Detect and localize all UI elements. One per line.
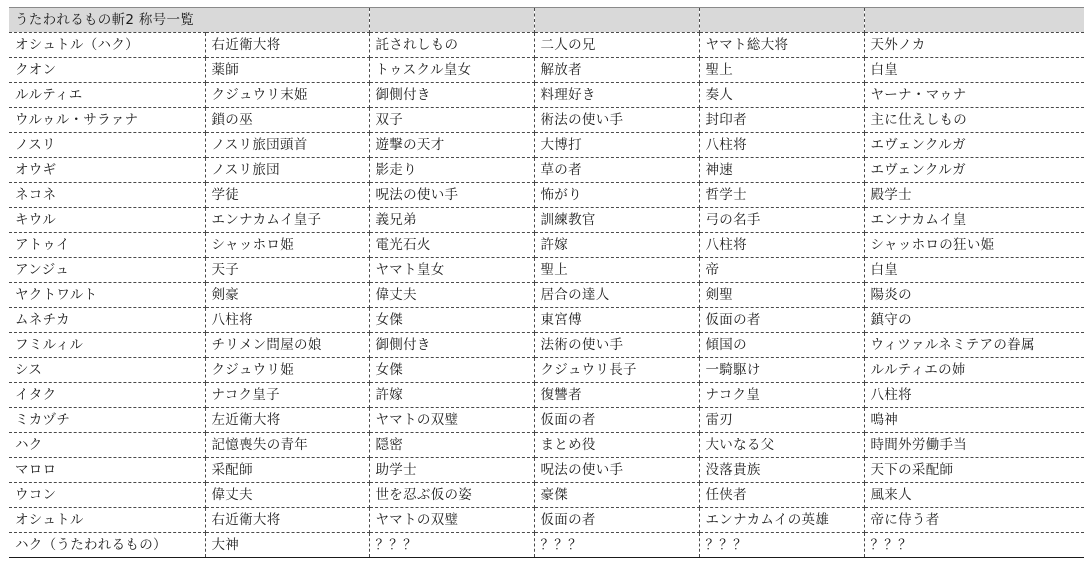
cell-text: 訓練教官 (540, 212, 596, 228)
cell-text: 八柱将 (705, 237, 747, 253)
cell-text: エンナカムイ皇 (870, 212, 967, 228)
title-5-cell[interactable] (864, 483, 1084, 508)
table-row (9, 458, 1084, 483)
cell-text: オシュトル（ハク） (15, 37, 139, 53)
title-4-cell[interactable] (699, 33, 864, 58)
character-cell[interactable] (9, 383, 205, 408)
cell-text: ナコク皇子 (211, 387, 280, 403)
character-cell[interactable] (9, 183, 205, 208)
cell-text: ヤマト総大将 (705, 37, 789, 53)
title-5-cell[interactable] (864, 308, 1084, 333)
title-3-cell[interactable] (534, 33, 699, 58)
title-5-cell[interactable] (864, 433, 1084, 458)
title-2-cell[interactable] (369, 108, 534, 133)
cell-text: 助学士 (375, 462, 417, 478)
title-3-cell[interactable] (534, 483, 699, 508)
cell-text: 託されしもの (375, 37, 459, 53)
cell-text: ルルティエ (15, 87, 83, 103)
title-1-cell[interactable] (205, 108, 369, 133)
cell-text: 一騎駆け (705, 362, 761, 378)
title-5-cell[interactable] (864, 533, 1084, 558)
title-1-cell[interactable] (205, 283, 369, 308)
title-4-cell[interactable] (699, 58, 864, 83)
cell-text: ヤマト皇女 (375, 262, 445, 278)
cell-text: まとめ役 (540, 437, 596, 453)
title-2-cell[interactable] (369, 533, 534, 558)
title-1-cell[interactable] (205, 383, 369, 408)
cell-text: 聖上 (540, 262, 569, 278)
cell-text: 仮面の者 (540, 412, 596, 428)
table-row (9, 258, 1084, 283)
cell-text: 奏人 (705, 87, 734, 103)
cell-text: 電光石火 (375, 237, 431, 253)
title-2-cell[interactable] (369, 208, 534, 233)
character-cell[interactable] (9, 408, 205, 433)
cell-text: ネコネ (15, 187, 57, 203)
cell-text: 聖上 (705, 62, 734, 78)
cell-text: ヤマトの双璧 (375, 412, 459, 428)
title-3-cell[interactable] (534, 258, 699, 283)
title-4-cell[interactable] (699, 183, 864, 208)
title-4-cell[interactable] (699, 83, 864, 108)
character-cell[interactable] (9, 158, 205, 183)
character-cell[interactable] (9, 308, 205, 333)
title-5-cell[interactable] (864, 83, 1084, 108)
cell-text: トゥスクル皇女 (375, 62, 472, 78)
cell-text: ノスリ旅団 (211, 162, 280, 178)
title-2-cell[interactable] (369, 333, 534, 358)
cell-text: 二人の兄 (540, 37, 596, 53)
title-cell[interactable] (9, 8, 205, 33)
cell-text: 白皇 (870, 62, 899, 78)
title-4-cell[interactable] (699, 308, 864, 333)
cell-text: 偉丈夫 (375, 287, 417, 303)
cell-text: 采配師 (211, 462, 253, 478)
cell-text: ヤクトワルト (15, 287, 98, 303)
title-4-cell[interactable] (699, 433, 864, 458)
title-1-cell[interactable] (205, 333, 369, 358)
title-5-cell[interactable] (864, 108, 1084, 133)
cell-text: 雷刃 (705, 412, 734, 428)
cell-text: 白皇 (870, 262, 899, 278)
cell-text: クジュウリ姫 (211, 362, 295, 378)
title-2-cell[interactable] (369, 508, 534, 533)
cell-text: 術法の使い手 (540, 112, 624, 128)
table-row (9, 533, 1084, 558)
title-5-cell[interactable] (864, 333, 1084, 358)
title-4-cell[interactable] (699, 258, 864, 283)
title-4-cell[interactable] (699, 458, 864, 483)
title-4-cell[interactable] (699, 283, 864, 308)
cell-text: 剣豪 (211, 287, 240, 303)
cell-text: ミカヅチ (15, 412, 71, 428)
table-row (9, 158, 1084, 183)
cell-text: 主に仕えしもの (870, 112, 968, 128)
cell-text: 帝に侍う者 (870, 512, 940, 528)
title-1-cell[interactable] (205, 533, 369, 558)
cell-text: ハク（うたわれるもの） (15, 537, 167, 553)
cell-text: 女傑 (375, 312, 404, 328)
title-4-cell[interactable] (699, 158, 864, 183)
cell-text: 帝 (705, 262, 720, 278)
cell-text: 大いなる父 (705, 437, 775, 453)
title-1-cell[interactable] (205, 208, 369, 233)
title-3-cell[interactable] (534, 358, 699, 383)
table-row (9, 108, 1084, 133)
cell-text: ウルゥル・サラァナ (15, 112, 139, 128)
title-1-cell[interactable] (205, 183, 369, 208)
cell-text: クジュウリ末姫 (211, 87, 308, 103)
title-3-cell[interactable] (534, 458, 699, 483)
cell-text: 封印者 (705, 112, 747, 128)
character-cell[interactable] (9, 33, 205, 58)
cell-text: 世を忍ぶ仮の姿 (375, 487, 473, 503)
title-3-cell[interactable] (534, 383, 699, 408)
character-cell[interactable] (9, 233, 205, 258)
sheet-title: うたわれるもの斬2 称号一覧 (15, 12, 195, 28)
title-2-cell[interactable] (369, 283, 534, 308)
title-5-cell[interactable] (864, 283, 1084, 308)
title-2-cell[interactable] (369, 258, 534, 283)
character-cell[interactable] (9, 358, 205, 383)
title-3-cell[interactable] (534, 158, 699, 183)
cell-text: ？？？ (540, 537, 582, 553)
table-row (9, 83, 1084, 108)
title-3-cell[interactable] (534, 283, 699, 308)
title-cell-empty[interactable] (369, 8, 534, 33)
cell-text: キウル (15, 212, 56, 228)
cell-text: 怖がり (540, 187, 582, 203)
title-1-cell[interactable] (205, 458, 369, 483)
cell-text: シャッホロ姫 (211, 237, 295, 253)
title-3-cell[interactable] (534, 308, 699, 333)
cell-text: イタク (15, 387, 57, 403)
title-4-cell[interactable] (699, 333, 864, 358)
title-1-cell[interactable] (205, 483, 369, 508)
cell-text: ？？？ (705, 537, 747, 553)
cell-text: 時間外労働手当 (870, 437, 968, 453)
title-3-cell[interactable] (534, 533, 699, 558)
title-5-cell[interactable] (864, 408, 1084, 433)
cell-text: ヤマトの双璧 (375, 512, 459, 528)
cell-text: 殿学士 (870, 187, 912, 203)
cell-text: 八柱将 (211, 312, 253, 328)
title-2-cell[interactable] (369, 408, 534, 433)
character-cell[interactable] (9, 258, 205, 283)
character-cell[interactable] (9, 458, 205, 483)
character-cell[interactable] (9, 283, 205, 308)
cell-text: 剣聖 (705, 287, 734, 303)
character-cell[interactable] (9, 508, 205, 533)
cell-text: 天子 (211, 262, 240, 278)
title-1-cell[interactable] (205, 133, 369, 158)
cell-text: 左近衛大将 (211, 412, 281, 428)
cell-text: 居合の達人 (540, 287, 610, 303)
table-row (9, 58, 1084, 83)
cell-text: 鎮守の (870, 312, 912, 328)
title-list-table (9, 7, 1084, 558)
title-2-cell[interactable] (369, 483, 534, 508)
table-row (9, 283, 1084, 308)
cell-text: クオン (15, 62, 57, 78)
title-5-cell[interactable] (864, 258, 1084, 283)
title-2-cell[interactable] (369, 308, 534, 333)
cell-text: 任侠者 (705, 487, 747, 503)
title-1-cell[interactable] (205, 358, 369, 383)
cell-text: 鳴神 (870, 412, 899, 428)
cell-text: 哲学士 (705, 187, 747, 203)
title-5-cell[interactable] (864, 233, 1084, 258)
cell-text: 復讐者 (540, 387, 582, 403)
title-1-cell[interactable] (205, 158, 369, 183)
cell-text: ルルティエの姉 (870, 362, 966, 378)
character-cell[interactable] (9, 333, 205, 358)
title-1-cell[interactable] (205, 233, 369, 258)
title-4-cell[interactable] (699, 358, 864, 383)
title-5-cell[interactable] (864, 208, 1084, 233)
cell-text: 弓の名手 (705, 212, 761, 228)
cell-text: 天下の采配師 (870, 462, 954, 478)
cell-text: 右近衛大将 (211, 37, 281, 53)
title-4-cell[interactable] (699, 208, 864, 233)
cell-text: 御側付き (375, 337, 431, 353)
cell-text: 大博打 (540, 137, 582, 153)
cell-text: アトゥイ (15, 237, 70, 253)
cell-text: 影走り (375, 162, 417, 178)
title-1-cell[interactable] (205, 33, 369, 58)
title-1-cell[interactable] (205, 58, 369, 83)
title-2-cell[interactable] (369, 33, 534, 58)
title-2-cell[interactable] (369, 183, 534, 208)
title-2-cell[interactable] (369, 358, 534, 383)
cell-text: 遊撃の天才 (375, 137, 445, 153)
title-row (9, 8, 1084, 33)
cell-text: 解放者 (540, 62, 582, 78)
cell-text: エヴェンクルガ (870, 137, 966, 153)
cell-text: ？？？ (870, 537, 912, 553)
title-2-cell[interactable] (369, 58, 534, 83)
cell-text: オウギ (15, 162, 57, 178)
title-cell-empty[interactable] (864, 8, 1084, 33)
cell-text: 呪法の使い手 (375, 187, 459, 203)
title-cell-empty[interactable] (534, 8, 699, 33)
title-3-cell[interactable] (534, 408, 699, 433)
cell-text: ノスリ (15, 137, 56, 153)
cell-text: 薬師 (211, 62, 240, 78)
cell-text: 隠密 (375, 437, 404, 453)
cell-text: 許嫁 (375, 387, 404, 403)
title-4-cell[interactable] (699, 383, 864, 408)
cell-text: 女傑 (375, 362, 404, 378)
title-4-cell[interactable] (699, 408, 864, 433)
cell-text: 八柱将 (705, 137, 747, 153)
cell-text: ウィツァルネミテアの眷属 (870, 337, 1035, 353)
cell-text: 仮面の者 (540, 512, 596, 528)
cell-text: ノスリ旅団頭首 (211, 137, 308, 153)
cell-text: クジュウリ長子 (540, 362, 637, 378)
title-3-cell[interactable] (534, 233, 699, 258)
character-cell[interactable] (9, 83, 205, 108)
title-2-cell[interactable] (369, 158, 534, 183)
title-5-cell[interactable] (864, 58, 1084, 83)
cell-text: 八柱将 (870, 387, 912, 403)
title-5-cell[interactable] (864, 183, 1084, 208)
cell-text: 豪傑 (540, 487, 569, 503)
character-cell[interactable] (9, 533, 205, 558)
cell-text: マロロ (15, 462, 57, 478)
character-cell[interactable] (9, 208, 205, 233)
title-cell-empty[interactable] (205, 8, 369, 33)
table-body (9, 8, 1084, 558)
title-4-cell[interactable] (699, 533, 864, 558)
title-5-cell[interactable] (864, 383, 1084, 408)
title-2-cell[interactable] (369, 83, 534, 108)
table-row (9, 508, 1084, 533)
table-row (9, 233, 1084, 258)
title-5-cell[interactable] (864, 158, 1084, 183)
table-row (9, 333, 1084, 358)
title-5-cell[interactable] (864, 358, 1084, 383)
title-3-cell[interactable] (534, 208, 699, 233)
title-1-cell[interactable] (205, 433, 369, 458)
title-2-cell[interactable] (369, 433, 534, 458)
title-1-cell[interactable] (205, 83, 369, 108)
cell-text: シャッホロの狂い姫 (870, 237, 995, 253)
title-1-cell[interactable] (205, 258, 369, 283)
table-row (9, 433, 1084, 458)
title-3-cell[interactable] (534, 58, 699, 83)
title-5-cell[interactable] (864, 508, 1084, 533)
cell-text: 許嫁 (540, 237, 569, 253)
cell-text: エンナカムイ皇子 (211, 212, 322, 228)
cell-text: 偉丈夫 (211, 487, 253, 503)
table-row (9, 133, 1084, 158)
title-5-cell[interactable] (864, 458, 1084, 483)
table-row (9, 33, 1084, 58)
character-cell[interactable] (9, 433, 205, 458)
cell-text: 右近衛大将 (211, 512, 281, 528)
character-cell[interactable] (9, 108, 205, 133)
title-4-cell[interactable] (699, 108, 864, 133)
title-cell-empty[interactable] (699, 8, 864, 33)
cell-text: フミルィル (15, 337, 84, 353)
cell-text: 義兄弟 (375, 212, 417, 228)
title-5-cell[interactable] (864, 133, 1084, 158)
title-3-cell[interactable] (534, 133, 699, 158)
table-row (9, 308, 1084, 333)
cell-text: 傾国の (705, 337, 747, 353)
table-row (9, 208, 1084, 233)
title-4-cell[interactable] (699, 508, 864, 533)
title-3-cell[interactable] (534, 333, 699, 358)
cell-text: 御側付き (375, 87, 431, 103)
character-cell[interactable] (9, 58, 205, 83)
cell-text: アンジュ (15, 262, 70, 278)
table-row (9, 183, 1084, 208)
cell-text: 学徒 (211, 187, 240, 203)
cell-text: 陽炎の (870, 287, 912, 303)
title-2-cell[interactable] (369, 458, 534, 483)
title-3-cell[interactable] (534, 508, 699, 533)
character-cell[interactable] (9, 133, 205, 158)
cell-text: 大神 (211, 537, 240, 553)
cell-text: 仮面の者 (705, 312, 761, 328)
cell-text: ムネチカ (15, 312, 70, 328)
cell-text: ヤーナ・マゥナ (870, 87, 967, 103)
table-row (9, 383, 1084, 408)
cell-text: チリメン問屋の娘 (211, 337, 322, 353)
cell-text: ？？？ (375, 537, 417, 553)
title-3-cell[interactable] (534, 183, 699, 208)
title-3-cell[interactable] (534, 83, 699, 108)
title-4-cell[interactable] (699, 133, 864, 158)
cell-text: 法術の使い手 (540, 337, 624, 353)
cell-text: 天外ノカ (870, 37, 926, 53)
cell-text: エンナカムイの英雄 (705, 512, 830, 528)
title-1-cell[interactable] (205, 508, 369, 533)
cell-text: ウコン (15, 487, 57, 503)
title-1-cell[interactable] (205, 308, 369, 333)
cell-text: 呪法の使い手 (540, 462, 624, 478)
cell-text: 料理好き (540, 87, 596, 103)
table-row (9, 408, 1084, 433)
title-2-cell[interactable] (369, 133, 534, 158)
title-2-cell[interactable] (369, 233, 534, 258)
cell-text: 鎖の巫 (211, 112, 253, 128)
title-2-cell[interactable] (369, 383, 534, 408)
title-4-cell[interactable] (699, 233, 864, 258)
cell-text: 草の者 (540, 162, 582, 178)
title-3-cell[interactable] (534, 108, 699, 133)
cell-text: ナコク皇 (705, 387, 761, 403)
cell-text: ハク (15, 437, 43, 453)
title-4-cell[interactable] (699, 483, 864, 508)
cell-text: 風来人 (870, 487, 912, 503)
cell-text: 東宮傅 (540, 312, 582, 328)
title-3-cell[interactable] (534, 433, 699, 458)
table-row (9, 358, 1084, 383)
cell-text: 双子 (375, 112, 404, 128)
title-1-cell[interactable] (205, 408, 369, 433)
cell-text: 没落貴族 (705, 462, 761, 478)
cell-text: エヴェンクルガ (870, 162, 966, 178)
cell-text: シス (15, 362, 43, 378)
title-5-cell[interactable] (864, 33, 1084, 58)
cell-text: オシュトル (15, 512, 84, 528)
character-cell[interactable] (9, 483, 205, 508)
cell-text: 神速 (705, 162, 734, 178)
table-row (9, 483, 1084, 508)
cell-text: 記憶喪失の青年 (211, 437, 309, 453)
